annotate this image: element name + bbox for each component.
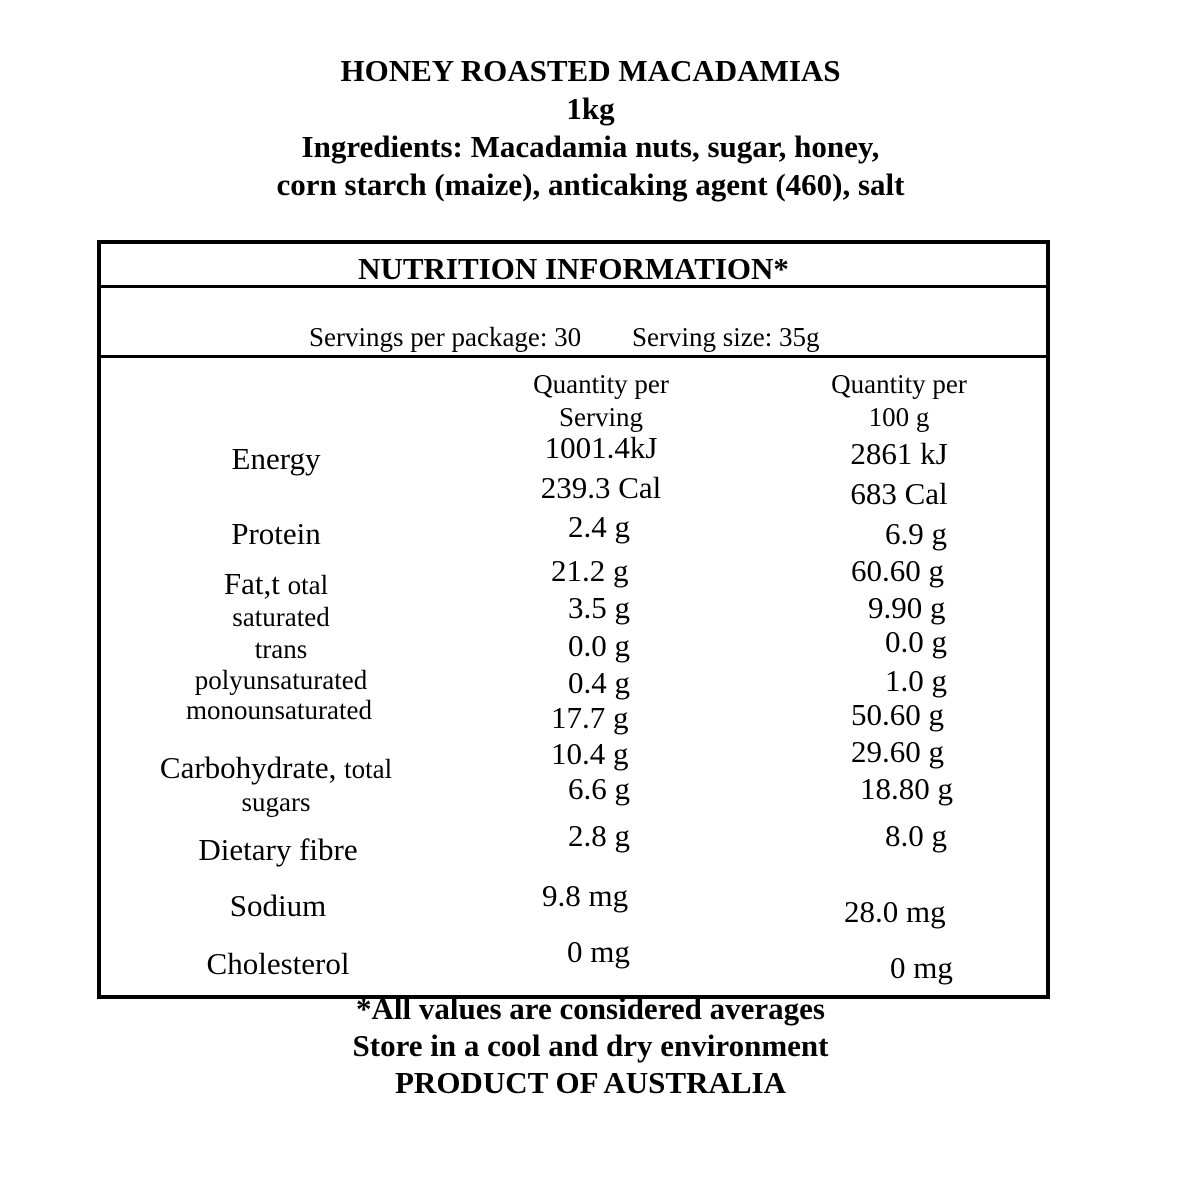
- ingredients-line-2: corn starch (maize), anticaking agent (460), salt: [276, 167, 905, 202]
- sugars-label: sugars: [241, 787, 311, 817]
- col-header-serving-line1: Quantity per: [533, 369, 669, 399]
- energy-serving-cal: 239.3 Cal: [540, 470, 662, 505]
- averages-note: *All values are considered averages: [356, 991, 825, 1026]
- dietary-fibre-label: Dietary fibre: [198, 832, 358, 867]
- cholesterol-label: Cholesterol: [206, 946, 350, 981]
- trans-per100: 0.0 g: [885, 624, 947, 659]
- trans-label: trans: [254, 634, 308, 664]
- sodium-label: Sodium: [229, 888, 327, 923]
- energy-label: Energy: [231, 441, 321, 476]
- sugars-serving: 6.6 g: [568, 771, 630, 806]
- saturated-label: saturated: [232, 602, 330, 632]
- cholesterol-per100: 0 mg: [890, 950, 953, 985]
- ingredients-line-1: Ingredients: Macadamia nuts, sugar, honey,: [301, 129, 880, 164]
- carbohydrate-label-main: Carbohydrate,: [159, 750, 337, 785]
- nutrition-title: NUTRITION INFORMATION*: [101, 244, 1046, 288]
- servings-per-package: Servings per package: 30: [309, 322, 582, 352]
- servings-row: [101, 288, 1046, 358]
- energy-per100-cal: 683 Cal: [850, 476, 948, 511]
- carbohydrate-label-suffix: total: [344, 754, 393, 784]
- polyunsaturated-serving: 0.4 g: [568, 665, 630, 700]
- fat-total-label: [224, 566, 328, 603]
- country-of-origin: PRODUCT OF AUSTRALIA: [395, 1065, 786, 1100]
- dietary-fibre-per100: 8.0 g: [885, 818, 947, 853]
- fat-total-per100: 60.60 g: [851, 553, 944, 588]
- carbohydrate-per100: 29.60 g: [851, 734, 944, 769]
- nutrition-panel: [97, 240, 1050, 999]
- carbohydrate-label: [160, 750, 392, 787]
- serving-size: Serving size: 35g: [632, 322, 820, 352]
- monounsaturated-per100: 50.60 g: [851, 697, 944, 732]
- product-weight: 1kg: [566, 91, 615, 126]
- sugars-per100: 18.80 g: [860, 771, 953, 806]
- fat-label-main: Fat,t: [223, 566, 280, 601]
- energy-serving-kj: 1001.4kJ: [544, 430, 658, 465]
- polyunsaturated-label: polyunsaturated: [194, 665, 368, 695]
- monounsaturated-label: monounsaturated: [186, 695, 372, 725]
- col-header-100g-line2: 100 g: [868, 402, 930, 432]
- polyunsaturated-per100: 1.0 g: [885, 663, 947, 698]
- saturated-per100: 9.90 g: [868, 590, 946, 625]
- trans-serving: 0.0 g: [568, 628, 630, 663]
- col-header-serving-line2: Serving: [559, 402, 643, 432]
- storage-instructions: Store in a cool and dry environment: [352, 1028, 829, 1063]
- sodium-per100: 28.0 mg: [844, 894, 946, 929]
- sodium-serving: 9.8 mg: [542, 878, 629, 913]
- saturated-serving: 3.5 g: [568, 590, 630, 625]
- label-footer: [0, 990, 1181, 1101]
- fat-total-serving: 21.2 g: [551, 553, 629, 588]
- carbohydrate-serving: 10.4 g: [551, 736, 629, 771]
- protein-serving: 2.4 g: [568, 509, 630, 544]
- dietary-fibre-serving: 2.8 g: [568, 818, 630, 853]
- fat-label-suffix: otal: [287, 570, 329, 600]
- label-header: [0, 52, 1181, 204]
- product-name: HONEY ROASTED MACADAMIAS: [340, 53, 841, 88]
- protein-label: Protein: [231, 516, 321, 551]
- energy-per100-kj: 2861 kJ: [850, 436, 948, 471]
- cholesterol-serving: 0 mg: [567, 934, 630, 969]
- col-header-100g-line1: Quantity per: [831, 369, 967, 399]
- protein-per100: 6.9 g: [885, 516, 947, 551]
- monounsaturated-serving: 17.7 g: [551, 700, 629, 735]
